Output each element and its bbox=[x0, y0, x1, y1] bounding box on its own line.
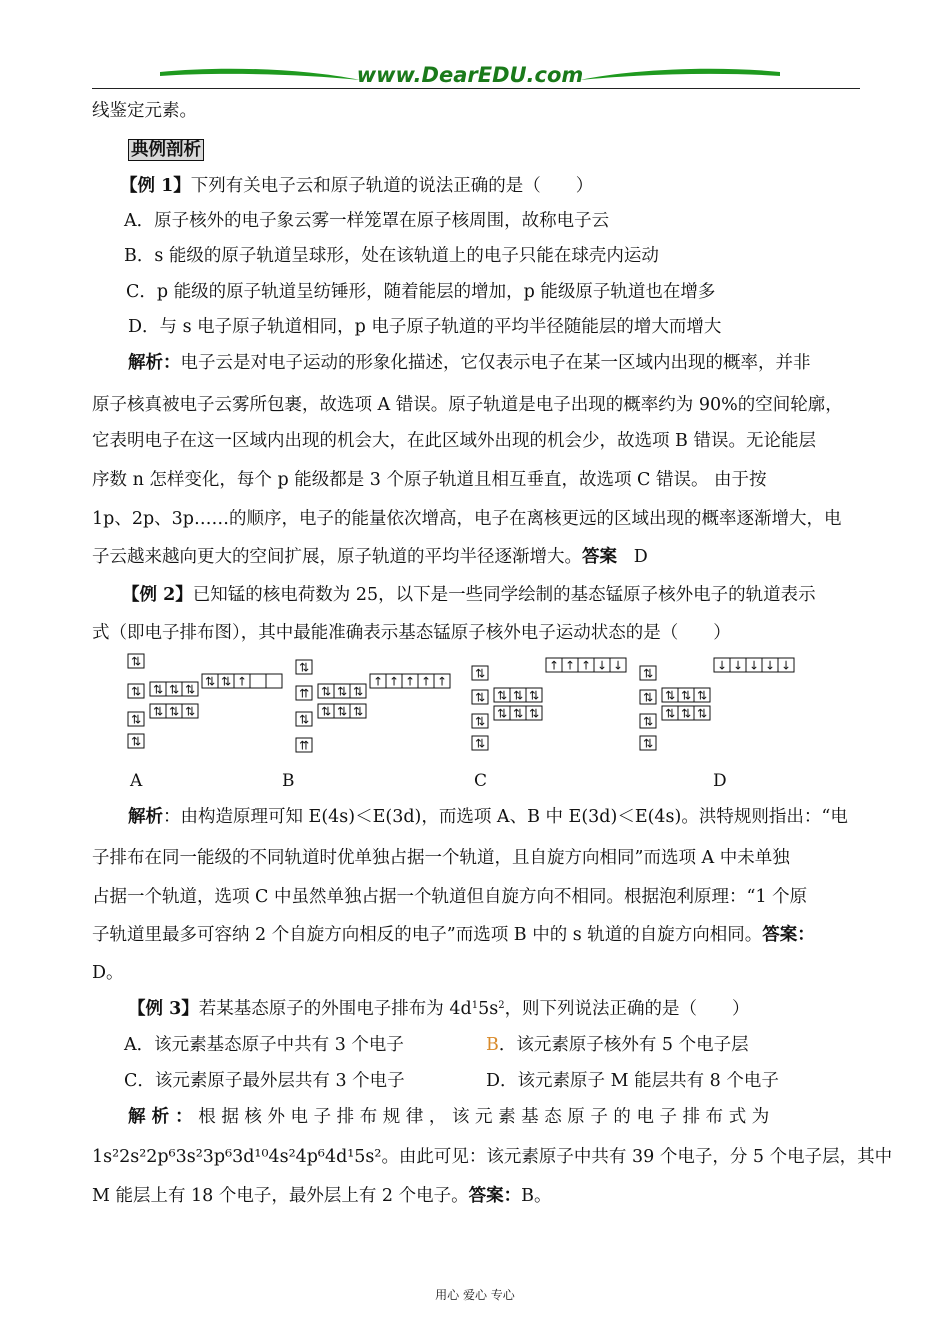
orbital-s-box bbox=[640, 690, 656, 705]
ex1-question bbox=[120, 175, 593, 197]
svg-text:⇅: ⇅ bbox=[130, 654, 142, 669]
section-title-text: 典例剖析 bbox=[128, 139, 204, 161]
ex1-analysis-line-1 bbox=[128, 352, 811, 374]
ex2-tag: 【例 2】 bbox=[122, 585, 193, 605]
orbital-d-box bbox=[418, 674, 434, 689]
ex3-analysis-text-3: M 能层上有 18 个电子，最外层上有 2 个电子。 bbox=[92, 1186, 469, 1206]
svg-text:↓: ↓ bbox=[780, 658, 792, 673]
svg-text:⇅: ⇅ bbox=[528, 688, 540, 703]
svg-text:⇅: ⇅ bbox=[320, 684, 332, 699]
orbital-p-box bbox=[318, 704, 334, 719]
svg-text:⇅: ⇅ bbox=[474, 666, 486, 681]
ex2-question-line-1 bbox=[122, 584, 816, 606]
orbital-p-box bbox=[350, 684, 366, 699]
orbital-d-box bbox=[730, 658, 746, 673]
svg-text:↑: ↑ bbox=[564, 658, 576, 673]
orbital-d-box bbox=[578, 658, 594, 673]
ex2-analysis-line-3: 占据一个轨道，选项 C 中虽然单独占据一个轨道但自旋方向不相同。根据泡利原理：“1 个原 bbox=[92, 887, 808, 907]
intro-tail: 线鉴定元素。 bbox=[92, 101, 197, 121]
orbital-d-box bbox=[594, 658, 610, 673]
ex1-analysis-line-3: 它表明电子在这一区域内出现的机会大，在此区域外出现的机会少，故选项 B 错误。无论能层 bbox=[92, 431, 816, 451]
orbital-d-box bbox=[434, 674, 450, 689]
orbital-p-box bbox=[166, 704, 182, 719]
orbital-d-box bbox=[778, 658, 794, 673]
ex3-option-b-letter: B bbox=[486, 1035, 499, 1055]
orbital-s-box bbox=[296, 738, 312, 753]
ex1-option-c: C．p 能级的原子轨道呈纺锤形，随着能层的增加，p 能级原子轨道也在增多 bbox=[126, 282, 716, 302]
svg-text:⇈: ⇈ bbox=[298, 686, 310, 701]
ex3-options-row-1 bbox=[124, 1034, 749, 1056]
svg-text:⇅: ⇅ bbox=[696, 688, 708, 703]
svg-text:⇅: ⇅ bbox=[320, 704, 332, 719]
svg-text:⇅: ⇅ bbox=[336, 704, 348, 719]
orbital-p-box bbox=[694, 688, 710, 703]
svg-text:↓: ↓ bbox=[764, 658, 776, 673]
ex3-question-post: ，则下列说法正确的是（ ） bbox=[504, 999, 750, 1019]
svg-text:↓: ↓ bbox=[748, 658, 760, 673]
svg-text:⇅: ⇅ bbox=[220, 674, 232, 689]
orbital-s-box bbox=[640, 736, 656, 751]
ex3-analysis-label: 解 析 ： bbox=[128, 1107, 193, 1127]
svg-text:↑: ↑ bbox=[388, 674, 400, 689]
svg-text:⇅: ⇅ bbox=[130, 734, 142, 749]
ex3-question-sup2: 2 bbox=[498, 1000, 505, 1011]
orbital-p-box bbox=[494, 688, 510, 703]
orbital-p-box bbox=[494, 706, 510, 721]
orbital-p-box bbox=[150, 704, 166, 719]
ex1-answer-label: 答案 bbox=[582, 547, 617, 567]
ex3-answer: B。 bbox=[521, 1186, 552, 1206]
header-logo bbox=[160, 58, 780, 92]
svg-text:↑: ↑ bbox=[580, 658, 592, 673]
svg-text:⇅: ⇅ bbox=[168, 704, 180, 719]
orbital-d-box bbox=[202, 674, 218, 689]
svg-text:⇅: ⇅ bbox=[512, 706, 524, 721]
orbital-p-box bbox=[526, 706, 542, 721]
orbital-s-box bbox=[296, 686, 312, 701]
ex3-tag: 【例 3】 bbox=[128, 999, 199, 1019]
orbital-p-box bbox=[526, 688, 542, 703]
svg-text:⇅: ⇅ bbox=[184, 704, 196, 719]
svg-text:⇈: ⇈ bbox=[298, 738, 310, 753]
orbital-p-box bbox=[694, 706, 710, 721]
svg-text:⇅: ⇅ bbox=[528, 706, 540, 721]
svg-text:↑: ↑ bbox=[548, 658, 560, 673]
orbital-p-box bbox=[334, 684, 350, 699]
orbital-d-box bbox=[250, 674, 266, 688]
svg-text:⇅: ⇅ bbox=[352, 704, 364, 719]
orbital-d-box bbox=[386, 674, 402, 689]
svg-text:⇅: ⇅ bbox=[130, 712, 142, 727]
diagram-label-c: C bbox=[474, 771, 488, 791]
svg-text:⇅: ⇅ bbox=[336, 684, 348, 699]
orbital-p-box bbox=[318, 684, 334, 699]
ex1-analysis-line-5: 1p、2p、3p……的顺序，电子的能量依次增高，电子在离核更远的区域出现的概率逐渐增大，电 bbox=[92, 509, 842, 529]
ex3-analysis-line-1 bbox=[128, 1106, 769, 1128]
diagram-label-a: A bbox=[130, 771, 143, 791]
svg-text:⇅: ⇅ bbox=[642, 690, 654, 705]
orbital-p-box bbox=[662, 688, 678, 703]
svg-text:↑: ↑ bbox=[404, 674, 416, 689]
svg-text:⇅: ⇅ bbox=[298, 712, 310, 727]
orbital-d-box bbox=[610, 658, 626, 673]
svg-text:↑: ↑ bbox=[372, 674, 384, 689]
ex1-analysis-line-2: 原子核真被电子云雾所包裹，故选项 A 错误。原子轨道是电子出现的概率约为 90%的空间轮廓， bbox=[92, 395, 843, 415]
orbital-p-box bbox=[334, 704, 350, 719]
svg-text:⇅: ⇅ bbox=[152, 682, 164, 697]
orbital-d-box bbox=[562, 658, 578, 673]
ex2-analysis-line-1 bbox=[128, 806, 848, 828]
orbital-s-box bbox=[128, 654, 144, 669]
orbital-p-box bbox=[510, 706, 526, 721]
ex2-analysis-line-4 bbox=[92, 924, 815, 946]
svg-text:⇅: ⇅ bbox=[664, 706, 676, 721]
ex3-answer-label: 答案： bbox=[468, 1186, 522, 1206]
ex1-analysis-line-4: 序数 n 怎样变化，每个 p 能级都是 3 个原子轨道且相互垂直，故选项 C 错误。 由于按 bbox=[92, 470, 767, 490]
ex2-answer: D。 bbox=[92, 963, 124, 983]
ex2-question-line-2: 式（即电子排布图），其中最能准确表示基态锰原子核外电子运动状态的是（ ） bbox=[92, 623, 731, 643]
ex3-question bbox=[128, 998, 750, 1020]
orbital-p-box bbox=[662, 706, 678, 721]
orbital-p-box bbox=[350, 704, 366, 719]
logo-swoosh-left-icon bbox=[160, 69, 360, 80]
section-title bbox=[128, 139, 204, 161]
svg-text:↓: ↓ bbox=[612, 658, 624, 673]
orbital-s-box bbox=[296, 660, 312, 675]
orbital-p-box bbox=[166, 682, 182, 697]
orbital-p-box bbox=[678, 706, 694, 721]
orbital-s-box bbox=[128, 734, 144, 749]
svg-text:↑: ↑ bbox=[420, 674, 432, 689]
ex3-analysis-line-2 bbox=[92, 1146, 892, 1168]
ex1-question-text: 下列有关电子云和原子轨道的说法正确的是（ ） bbox=[190, 176, 594, 196]
orbital-s-box bbox=[472, 666, 488, 681]
svg-text:⇅: ⇅ bbox=[680, 706, 692, 721]
ex2-analysis-text-4: 子轨道里最多可容纳 2 个自旋方向相反的电子”而选项 B 中的 s 轨道的自旋方向相同。 bbox=[92, 925, 763, 945]
ex3-analysis-line-3 bbox=[92, 1185, 552, 1207]
ex1-answer: D bbox=[633, 547, 648, 567]
orbital-s-box bbox=[472, 736, 488, 751]
svg-text:⇅: ⇅ bbox=[664, 688, 676, 703]
orbital-diagrams bbox=[120, 650, 820, 760]
svg-text:⇅: ⇅ bbox=[474, 714, 486, 729]
svg-text:⇅: ⇅ bbox=[680, 688, 692, 703]
orbital-d-box bbox=[546, 658, 562, 673]
ex1-option-d: D．与 s 电子原子轨道相同，p 电子原子轨道的平均半径随能层的增大而增大 bbox=[128, 317, 722, 337]
orbital-d-box bbox=[746, 658, 762, 673]
orbital-d-box bbox=[234, 674, 250, 689]
svg-text:⇅: ⇅ bbox=[474, 736, 486, 751]
ex2-answer-label: 答案： bbox=[762, 925, 815, 945]
svg-text:↓: ↓ bbox=[732, 658, 744, 673]
svg-text:⇅: ⇅ bbox=[352, 684, 364, 699]
svg-text:⇅: ⇅ bbox=[474, 690, 486, 705]
ex3-question-mid: 5s bbox=[478, 999, 499, 1019]
ex3-electron-config: 1s²2s²2p⁶3s²3p⁶3d¹⁰4s²4p⁶4d¹5s² bbox=[92, 1147, 382, 1167]
ex2-analysis-label: 解析 bbox=[128, 807, 163, 827]
ex3-option-a: A．该元素基态原子中共有 3 个电子 bbox=[124, 1035, 404, 1055]
orbital-p-box bbox=[510, 688, 526, 703]
svg-text:↓: ↓ bbox=[596, 658, 608, 673]
orbital-d-box bbox=[762, 658, 778, 673]
footer-motto: 用心 爱心 专心 bbox=[435, 1288, 515, 1302]
svg-text:⇅: ⇅ bbox=[152, 704, 164, 719]
orbital-s-box bbox=[128, 684, 144, 699]
orbital-s-box bbox=[128, 712, 144, 727]
ex1-analysis-label: 解析： bbox=[128, 353, 181, 373]
svg-text:⇅: ⇅ bbox=[642, 714, 654, 729]
ex1-tag: 【例 1】 bbox=[120, 176, 191, 196]
ex2-analysis-line-2: 子排布在同一能级的不同轨道时优单独占据一个轨道，且自旋方向相同”而选项 A 中未单独 bbox=[92, 848, 790, 868]
orbital-d-box bbox=[402, 674, 418, 689]
orbital-s-box bbox=[640, 666, 656, 681]
svg-text:⇅: ⇅ bbox=[130, 684, 142, 699]
ex1-analysis-text-1: 电子云是对电子运动的形象化描述，它仅表示电子在某一区域内出现的概率，并非 bbox=[180, 353, 811, 373]
header-rule bbox=[92, 88, 860, 89]
orbital-p-box bbox=[182, 704, 198, 719]
orbital-p-box bbox=[182, 682, 198, 697]
orbital-diagrams-svg bbox=[120, 650, 820, 760]
orbital-d-box bbox=[266, 674, 282, 688]
svg-text:⇅: ⇅ bbox=[298, 660, 310, 675]
svg-text:⇅: ⇅ bbox=[168, 682, 180, 697]
ex3-analysis-text-2: 。由此可见：该元素原子中共有 39 个电子，分 5 个电子层，其中 bbox=[381, 1147, 893, 1167]
orbital-p-box bbox=[678, 688, 694, 703]
ex1-option-a: A．原子核外的电子象云雾一样笼罩在原子核周围，故称电子云 bbox=[124, 211, 610, 231]
ex2-question-text-1: 已知锰的核电荷数为 25，以下是一些同学绘制的基态锰原子核外电子的轨道表示 bbox=[192, 585, 816, 605]
ex3-option-b bbox=[486, 1034, 749, 1056]
svg-text:⇅: ⇅ bbox=[496, 706, 508, 721]
svg-text:↑: ↑ bbox=[436, 674, 448, 689]
orbital-p-box bbox=[150, 682, 166, 697]
orbital-s-box bbox=[640, 714, 656, 729]
ex1-option-b: B．s 能级的原子轨道呈球形，处在该轨道上的电子只能在球壳内运动 bbox=[124, 246, 659, 266]
orbital-d-box bbox=[714, 658, 730, 673]
ex1-analysis-line-6 bbox=[92, 546, 648, 568]
svg-text:↑: ↑ bbox=[236, 674, 248, 689]
orbital-s-box bbox=[472, 690, 488, 705]
ex3-question-pre: 若某基态原子的外围电子排布为 4d bbox=[198, 999, 472, 1019]
logo-swoosh-right-icon bbox=[580, 69, 780, 80]
orbital-s-box bbox=[296, 712, 312, 727]
diagram-label-d: D bbox=[713, 771, 727, 791]
svg-text:⇅: ⇅ bbox=[642, 736, 654, 751]
ex2-analysis-text-1: ：由构造原理可知 E(4s)＜E(3d)，而选项 A、B 中 E(3d)＜E(4s)。洪特规则指出：“电 bbox=[163, 807, 848, 827]
svg-text:⇅: ⇅ bbox=[696, 706, 708, 721]
orbital-d-box bbox=[370, 674, 386, 689]
svg-text:↓: ↓ bbox=[716, 658, 728, 673]
svg-text:⇅: ⇅ bbox=[184, 682, 196, 697]
ex3-option-c: C．该元素原子最外层共有 3 个电子 bbox=[124, 1071, 405, 1091]
ex3-option-d: D．该元素原子 M 能层共有 8 个电子 bbox=[486, 1071, 779, 1091]
logo-text: www.DearEDU.com bbox=[356, 63, 584, 87]
svg-text:⇅: ⇅ bbox=[204, 674, 216, 689]
ex3-analysis-text-1: 根 据 核 外 电 子 排 布 规 律 ， 该 元 素 基 态 原 子 的 电 子 排 布 式 为 bbox=[198, 1107, 770, 1127]
orbital-d-box bbox=[218, 674, 234, 689]
svg-text:⇅: ⇅ bbox=[496, 688, 508, 703]
svg-text:⇅: ⇅ bbox=[512, 688, 524, 703]
ex3-option-b-text: ．该元素原子核外有 5 个电子层 bbox=[498, 1035, 749, 1055]
orbital-s-box bbox=[472, 714, 488, 729]
ex3-question-sup1: 1 bbox=[471, 1000, 479, 1011]
diagram-label-b: B bbox=[282, 771, 295, 791]
ex1-analysis-text-6: 子云越来越向更大的空间扩展，原子轨道的平均半径逐渐增大。 bbox=[92, 547, 582, 567]
ex3-options-row-2 bbox=[124, 1070, 779, 1092]
svg-text:⇅: ⇅ bbox=[642, 666, 654, 681]
